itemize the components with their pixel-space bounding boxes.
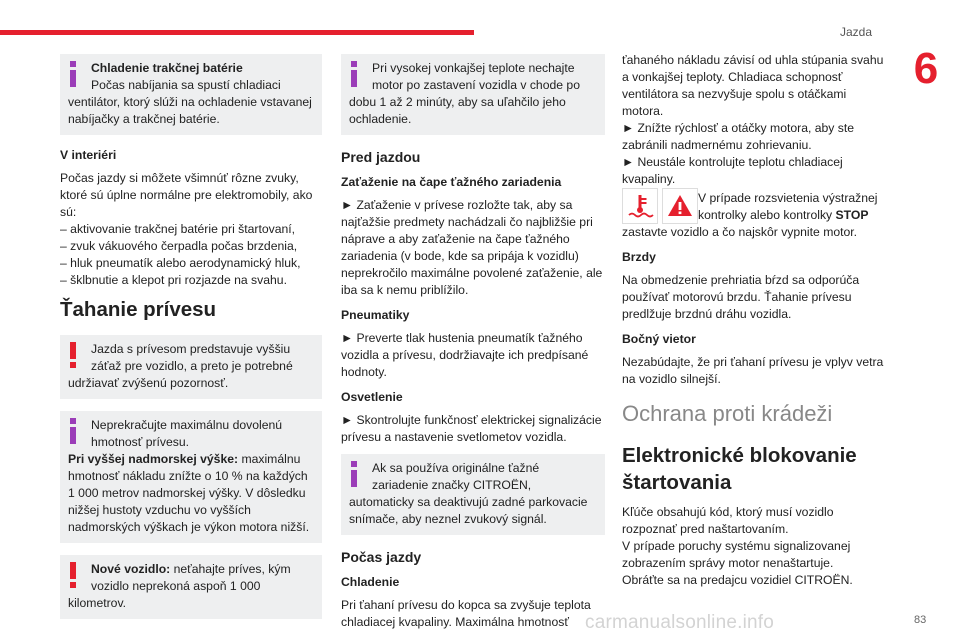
paragraph: ťahaného nákladu závisí od uhla stúpania svahu a vonkajšej teploty. Chladiaca schopnosť ventilátora sa nezvyšuje spolu s otáčkami motora.	[622, 53, 884, 118]
paragraph: V prípade poruchy systému signalizovanej zobrazením správy motor nenaštartuje.	[622, 539, 851, 570]
box-text: Pri vysokej vonkajšej teplote nechajte	[372, 61, 575, 75]
box-text: Počas nabíjania sa spustí chladiaci	[91, 78, 281, 92]
box-text: kilometrov.	[68, 596, 127, 610]
paragraph: Na obmedzenie prehriatia bŕzd sa odporúča používať motorovú brzdu. Ťahanie prívesu predlžuje brzdnú dráhu vozidla.	[622, 273, 860, 321]
list-item: – šklbnutie a klepot pri rozjazde na svahu.	[60, 273, 287, 287]
box-text	[68, 561, 314, 578]
warning-lamps-note	[622, 188, 888, 224]
box-text-rest: maximálnu hmotnosť nákladu znížte o 10 % na každých 1 000 metrov nadmorskej výšky. V dôsledku nižšej hustoty vzduchu vo vyšších nadmorských výškach je výkon motora nižší.	[68, 452, 310, 534]
bullet: ► Neustále kontrolujte teplotu chladiacej kvapaliny.	[622, 155, 843, 186]
warning-box-new-vehicle	[60, 555, 322, 619]
box-text: ventilátor, ktorý slúži na ochladenie vstavanej nabíjačky a trakčnej batérie.	[68, 95, 312, 126]
box-text: hmotnosť prívesu.	[91, 435, 190, 449]
heading-zatazenie: Zaťaženie na čape ťažného zariadenia	[341, 175, 562, 189]
section-title: Jazda	[839, 25, 872, 39]
header-red-bar	[0, 30, 474, 35]
bold-label: Nové vozidlo:	[91, 562, 171, 576]
box-text: Neprekračujte maximálnu dovolenú	[91, 418, 283, 432]
watermark: carmanualsonline.info	[585, 612, 775, 633]
exclamation-icon	[66, 561, 80, 589]
box-text: automaticky sa deaktivujú zadné parkovacie snímače, aby neznel zvukový signál.	[349, 495, 588, 526]
box-text: motor po zastavení vozidla v chode po	[372, 78, 580, 92]
box-text: záťaž pre vozidlo, a preto je potrebné	[91, 359, 293, 373]
info-icon	[66, 60, 80, 88]
list-item: – hluk pneumatík alebo aerodynamický hluk,	[60, 256, 301, 270]
exclamation-icon	[66, 341, 80, 369]
warning-lamp-icons	[622, 188, 698, 224]
chapter-number: 6	[913, 44, 939, 93]
box-text: vozidlo neprekoná aspoň 1 000	[91, 579, 261, 593]
box-title: Chladenie trakčnej batérie	[91, 61, 243, 75]
paragraph: Počas jazdy si môžete všimnúť rôzne zvuky, ktoré sú úplne normálne pre elektromobily, ako sú:	[60, 171, 313, 219]
list-item: – aktivovanie trakčnej batérie pri štartovaní,	[60, 222, 296, 236]
warning-triangle-icon	[662, 188, 698, 224]
info-box-high-temperature	[341, 54, 605, 135]
box-text-rest: neťahajte príves, kým	[170, 562, 291, 576]
paragraph: Kľúče obsahujú kód, ktorý musí vozidlo rozpoznať pred naštartovaním.	[622, 505, 834, 536]
paragraph: ► Zaťaženie v prívese rozložte tak, aby sa najťažšie predmety nachádzali čo najbližšie pri náprave a aby zaťaženie na čape ťažného zariadenia (v bode, kde sa pripája k vozidlu) neprekročilo maximálne povolené zaťaženie, ale iba sa k nemu priblížilo.	[341, 198, 603, 297]
box-text: udržiavať zvýšenú pozornosť.	[68, 376, 229, 390]
info-icon	[347, 460, 361, 488]
heading-elektronicke-blokovanie: Elektronické blokovanie štartovania	[622, 444, 857, 494]
info-box-towbar	[341, 454, 605, 535]
box-text: dobu 1 až 2 minúty, aby sa uľahčilo jeho ochladenie.	[349, 95, 566, 126]
box-text: Ak sa používa originálne ťažné	[372, 461, 540, 475]
heading-chladenie: Chladenie	[341, 575, 400, 589]
page-number: 83	[914, 614, 927, 626]
stop-label: STOP	[835, 208, 869, 222]
heading-pneumatiky: Pneumatiky	[341, 308, 410, 322]
heading-pocas-jazdy: Počas jazdy	[341, 549, 422, 565]
warning-text-pre: kontrolky alebo kontrolky	[698, 208, 836, 222]
bullet: ► Znížte rýchlosť a otáčky motora, aby ste zabránili nadmernému zohrievaniu.	[622, 121, 855, 152]
paragraph: ► Skontrolujte funkčnosť elektrickej signalizácie prívesu a nastavenie svetlometov vozidla.	[341, 413, 602, 444]
heading-bocny-vietor: Bočný vietor	[622, 332, 696, 346]
sound-list	[60, 221, 322, 289]
column-2	[341, 54, 605, 639]
info-box-trailer-weight	[60, 411, 322, 543]
paragraph: Nezabúdajte, že pri ťahaní prívesu je vplyv vetra na vozidlo silnejší.	[622, 355, 884, 386]
heading-tahanie-privesu: Ťahanie prívesu	[60, 298, 217, 321]
list-item: – zvuk vákuového čerpadla počas brzdenia,	[60, 239, 298, 253]
heading-osvetlenie: Osvetlenie	[341, 390, 403, 404]
paragraph: Pri ťahaní prívesu do kopca sa zvyšuje teplota chladiacej kvapaliny. Maximálna hmotnosť	[341, 598, 591, 629]
box-text	[68, 451, 314, 536]
column-3	[622, 52, 888, 589]
paragraph: ► Preverte tlak hustenia pneumatík ťažného vozidla a prívesu, dodržiavajte ich predpísané hodnoty.	[341, 331, 589, 379]
bold-label: Pri vyššej nadmorskej výške:	[68, 452, 239, 466]
info-icon	[66, 417, 80, 445]
heading-pred-jazdou: Pred jazdou	[341, 149, 421, 165]
info-icon	[347, 60, 361, 88]
box-text: zariadenie značky CITROËN,	[372, 478, 532, 492]
heading-ochrana-proti-kradezi: Ochrana proti krádeži	[622, 401, 833, 426]
column-1	[60, 54, 322, 631]
heading-brzdy: Brzdy	[622, 250, 656, 264]
coolant-temperature-icon	[622, 188, 658, 224]
warning-box-trailer	[60, 335, 322, 399]
heading-v-interieri: V interiéri	[60, 148, 117, 162]
box-text: Jazda s prívesom predstavuje vyššiu	[91, 342, 291, 356]
paragraph: zastavte vozidlo a čo najskôr vypnite motor.	[622, 225, 858, 239]
info-box-battery-cooling	[60, 54, 322, 135]
warning-text: V prípade rozsvietenia výstražnej	[698, 191, 878, 205]
paragraph: Obráťte sa na predajcu vozidiel CITROËN.	[622, 573, 853, 587]
